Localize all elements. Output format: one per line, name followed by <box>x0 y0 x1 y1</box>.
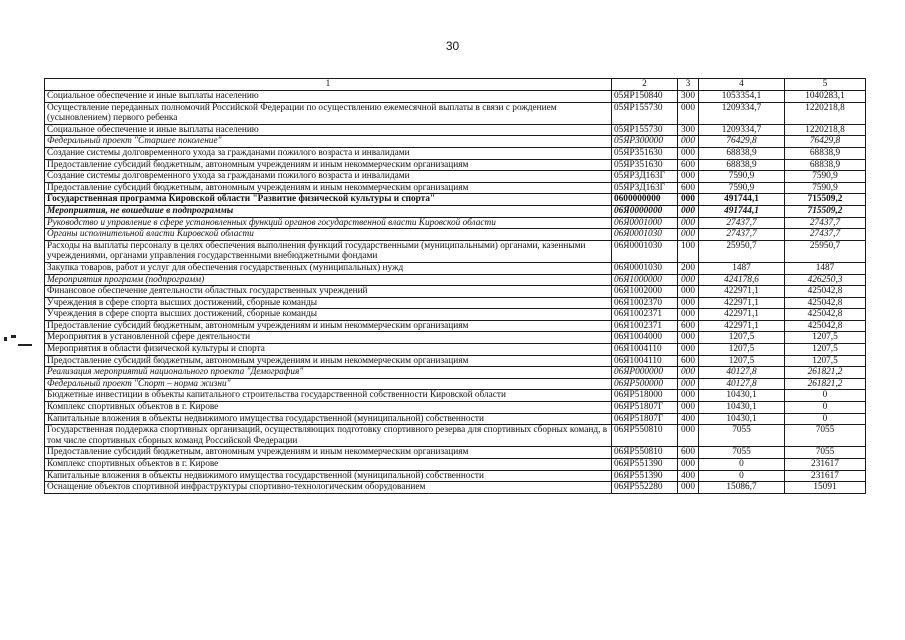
row-amount-1-cell: 422971,1 <box>699 320 785 332</box>
row-name-cell: Создание системы долговременного ухода за гражданами пожилого возраста и инвалидами <box>45 171 612 183</box>
row-amount-1-cell: 424178,6 <box>699 274 785 286</box>
row-amount-2-cell: 1220218,8 <box>785 102 866 124</box>
row-code-cell: 06Я1000000 <box>612 274 678 286</box>
row-name-cell: Предоставление субсидий бюджетным, автономным учреждениям и иным некоммерческим организациям <box>45 355 612 367</box>
row-name-cell: Мероприятия программ (подпрограмм) <box>45 274 612 286</box>
header-row <box>45 79 866 91</box>
row-amount-1-cell: 1207,5 <box>699 332 785 344</box>
row-amount-2-cell: 715509,2 <box>785 205 866 217</box>
row-code-cell: 06Я0001030 <box>612 262 678 274</box>
row-name-cell: Реализация мероприятий национального проекта "Демография" <box>45 367 612 379</box>
row-amount-2-cell: 0 <box>785 402 866 414</box>
table-row <box>45 309 866 321</box>
row-amount-1-cell: 1207,5 <box>699 355 785 367</box>
row-amount-2-cell: 425042,8 <box>785 297 866 309</box>
row-name-cell: Учреждения в сфере спорта высших достижений, сборные команды <box>45 309 612 321</box>
row-name-cell: Учреждения в сфере спорта высших достижений, сборные команды <box>45 297 612 309</box>
row-amount-1-cell: 40127,8 <box>699 367 785 379</box>
table-row <box>45 297 866 309</box>
table-row <box>45 217 866 229</box>
table-row <box>45 240 866 262</box>
table-row <box>45 91 866 103</box>
row-kvr-cell: 000 <box>678 217 699 229</box>
row-amount-2-cell: 15091 <box>785 482 866 494</box>
row-kvr-cell: 000 <box>678 229 699 241</box>
row-code-cell: 06Я0001000 <box>612 217 678 229</box>
row-amount-1-cell: 7055 <box>699 447 785 459</box>
table-row <box>45 286 866 298</box>
row-code-cell: 06ЯР551390 <box>612 459 678 471</box>
scan-speck <box>4 337 7 341</box>
row-name-cell: Государственная программа Кировской области "Развитие физической культуры и спорта" <box>45 194 612 206</box>
budget-table <box>44 78 866 494</box>
row-code-cell: 06ЯР500000 <box>612 378 678 390</box>
table-row <box>45 413 866 425</box>
row-amount-1-cell: 1487 <box>699 262 785 274</box>
row-amount-1-cell: 1053354,1 <box>699 91 785 103</box>
row-amount-1-cell: 27437,7 <box>699 229 785 241</box>
row-code-cell: 06ЯР518000 <box>612 390 678 402</box>
row-kvr-cell: 100 <box>678 240 699 262</box>
row-amount-1-cell: 0 <box>699 459 785 471</box>
column-header-kvr: 3 <box>678 79 699 91</box>
table-row <box>45 182 866 194</box>
table-body <box>45 91 866 494</box>
row-kvr-cell: 000 <box>678 147 699 159</box>
row-kvr-cell: 000 <box>678 402 699 414</box>
row-name-cell: Оснащение объектов спортивной инфраструктуры спортивно-технологическим оборудованием <box>45 482 612 494</box>
row-amount-1-cell: 10430,1 <box>699 413 785 425</box>
row-amount-1-cell: 422971,1 <box>699 309 785 321</box>
row-amount-2-cell: 1040283,1 <box>785 91 866 103</box>
row-code-cell: 05ЯР351630 <box>612 159 678 171</box>
row-name-cell: Федеральный проект "Старшее поколение" <box>45 136 612 148</box>
row-amount-1-cell: 15086,7 <box>699 482 785 494</box>
row-amount-2-cell: 1207,5 <box>785 332 866 344</box>
column-header-name: 1 <box>45 79 612 91</box>
row-code-cell: 05ЯР150840 <box>612 91 678 103</box>
row-name-cell: Предоставление субсидий бюджетным, автономным учреждениям и иным некоммерческим организациям <box>45 159 612 171</box>
row-name-cell: Государственная поддержка спортивных организаций, осуществляющих подготовку спортивного резерва для спортивных сборных команд, в том числе спортивных сборных команд Российской Федерации <box>45 425 612 447</box>
row-kvr-cell: 000 <box>678 367 699 379</box>
row-kvr-cell: 300 <box>678 124 699 136</box>
row-amount-2-cell: 7590,9 <box>785 171 866 183</box>
row-name-cell: Руководство и управление в сфере установленных функций органов государственной власти Кировской области <box>45 217 612 229</box>
row-code-cell: 06Я0001030 <box>612 240 678 262</box>
row-amount-2-cell: 231617 <box>785 470 866 482</box>
row-amount-2-cell: 425042,8 <box>785 320 866 332</box>
table-row <box>45 425 866 447</box>
row-code-cell: 06ЯР000000 <box>612 367 678 379</box>
scan-speck <box>18 344 32 346</box>
row-name-cell: Социальное обеспечение и иные выплаты населению <box>45 124 612 136</box>
row-amount-1-cell: 491744,1 <box>699 194 785 206</box>
row-amount-2-cell: 426250,3 <box>785 274 866 286</box>
row-amount-1-cell: 422971,1 <box>699 297 785 309</box>
table-row <box>45 378 866 390</box>
row-code-cell: 05ЯР351630 <box>612 147 678 159</box>
row-code-cell: 05ЯР3Д163Г <box>612 182 678 194</box>
row-name-cell: Мероприятия, не вошедшие в подпрограммы <box>45 205 612 217</box>
row-kvr-cell: 000 <box>678 482 699 494</box>
row-amount-1-cell: 7590,9 <box>699 171 785 183</box>
row-kvr-cell: 000 <box>678 286 699 298</box>
row-amount-1-cell: 10430,1 <box>699 390 785 402</box>
row-amount-2-cell: 27437,7 <box>785 217 866 229</box>
row-amount-2-cell: 425042,8 <box>785 286 866 298</box>
row-amount-1-cell: 1209334,7 <box>699 124 785 136</box>
row-amount-1-cell: 1207,5 <box>699 344 785 356</box>
row-amount-1-cell: 1209334,7 <box>699 102 785 124</box>
row-code-cell: 05ЯР300000 <box>612 136 678 148</box>
row-name-cell: Осуществление переданных полномочий Российской Федерации по осуществлению ежемесячной выплаты в связи с рождением (усыновлением) первого ребенка <box>45 102 612 124</box>
row-code-cell: 06Я1002371 <box>612 320 678 332</box>
row-kvr-cell: 000 <box>678 297 699 309</box>
row-kvr-cell: 000 <box>678 194 699 206</box>
row-name-cell: Органы исполнительной власти Кировской области <box>45 229 612 241</box>
row-code-cell: 06Я1004110 <box>612 355 678 367</box>
row-kvr-cell: 000 <box>678 344 699 356</box>
row-name-cell: Создание системы долговременного ухода за гражданами пожилого возраста и инвалидами <box>45 147 612 159</box>
row-code-cell: 06ЯР552280 <box>612 482 678 494</box>
row-amount-2-cell: 261821,2 <box>785 378 866 390</box>
row-amount-2-cell: 1220218,8 <box>785 124 866 136</box>
table-row <box>45 159 866 171</box>
table-row <box>45 124 866 136</box>
row-kvr-cell: 400 <box>678 413 699 425</box>
row-amount-2-cell: 25950,7 <box>785 240 866 262</box>
table-row <box>45 367 866 379</box>
row-code-cell: 06ЯР551390 <box>612 470 678 482</box>
row-amount-1-cell: 68838,9 <box>699 147 785 159</box>
table-row <box>45 344 866 356</box>
row-code-cell: 06ЯР550810 <box>612 447 678 459</box>
row-amount-2-cell: 425042,8 <box>785 309 866 321</box>
row-code-cell: 06ЯР550810 <box>612 425 678 447</box>
row-kvr-cell: 600 <box>678 355 699 367</box>
row-amount-2-cell: 0 <box>785 390 866 402</box>
row-amount-1-cell: 0 <box>699 470 785 482</box>
row-kvr-cell: 000 <box>678 425 699 447</box>
row-name-cell: Предоставление субсидий бюджетным, автономным учреждениям и иным некоммерческим организациям <box>45 320 612 332</box>
row-code-cell: 06Я0000000 <box>612 205 678 217</box>
row-name-cell: Мероприятия в установленной сфере деятельности <box>45 332 612 344</box>
row-name-cell: Капитальные вложения в объекты недвижимого имущества государственной (муниципальной) собственности <box>45 413 612 425</box>
row-kvr-cell: 000 <box>678 274 699 286</box>
table-row <box>45 194 866 206</box>
row-kvr-cell: 600 <box>678 159 699 171</box>
row-name-cell: Предоставление субсидий бюджетным, автономным учреждениям и иным некоммерческим организациям <box>45 447 612 459</box>
table-row <box>45 482 866 494</box>
table-row <box>45 229 866 241</box>
row-kvr-cell: 600 <box>678 320 699 332</box>
page-number: 30 <box>445 39 460 53</box>
row-amount-1-cell: 25950,7 <box>699 240 785 262</box>
table-row <box>45 355 866 367</box>
row-kvr-cell: 600 <box>678 447 699 459</box>
table-row <box>45 390 866 402</box>
row-code-cell: 06Я1004110 <box>612 344 678 356</box>
row-amount-2-cell: 1207,5 <box>785 355 866 367</box>
row-name-cell: Социальное обеспечение и иные выплаты населению <box>45 91 612 103</box>
row-kvr-cell: 000 <box>678 309 699 321</box>
row-amount-2-cell: 1207,5 <box>785 344 866 356</box>
table-row <box>45 147 866 159</box>
row-code-cell: 05ЯР155730 <box>612 102 678 124</box>
row-kvr-cell: 000 <box>678 459 699 471</box>
table-row <box>45 470 866 482</box>
table-row <box>45 274 866 286</box>
table-row <box>45 171 866 183</box>
row-amount-1-cell: 7590,9 <box>699 182 785 194</box>
table-row <box>45 447 866 459</box>
row-amount-2-cell: 7055 <box>785 447 866 459</box>
row-code-cell: 06Я1002370 <box>612 297 678 309</box>
row-amount-2-cell: 68838,9 <box>785 159 866 171</box>
column-header-amount-1: 4 <box>699 79 785 91</box>
row-amount-2-cell: 68838,9 <box>785 147 866 159</box>
row-amount-2-cell: 261821,2 <box>785 367 866 379</box>
row-kvr-cell: 000 <box>678 205 699 217</box>
row-amount-2-cell: 27437,7 <box>785 229 866 241</box>
row-amount-2-cell: 0 <box>785 413 866 425</box>
row-amount-1-cell: 40127,8 <box>699 378 785 390</box>
row-amount-1-cell: 76429,8 <box>699 136 785 148</box>
row-amount-1-cell: 491744,1 <box>699 205 785 217</box>
row-name-cell: Расходы на выплаты персоналу в целях обеспечения выполнения функций государственными (муниципальными) органами, казенными учреждениями, органами управления государственными внебюджетными фондами <box>45 240 612 262</box>
row-name-cell: Капитальные вложения в объекты недвижимого имущества государственной (муниципальной) собственности <box>45 470 612 482</box>
row-name-cell: Федеральный проект "Спорт – норма жизни" <box>45 378 612 390</box>
row-code-cell: 06ЯР51807Г <box>612 402 678 414</box>
column-header-code: 2 <box>612 79 678 91</box>
row-amount-1-cell: 27437,7 <box>699 217 785 229</box>
row-code-cell: 05ЯР3Д163Г <box>612 171 678 183</box>
row-code-cell: 05ЯР155730 <box>612 124 678 136</box>
row-kvr-cell: 000 <box>678 332 699 344</box>
row-code-cell: 06Я1004000 <box>612 332 678 344</box>
row-code-cell: 06Я1002371 <box>612 309 678 321</box>
table-row <box>45 402 866 414</box>
row-kvr-cell: 600 <box>678 182 699 194</box>
row-kvr-cell: 000 <box>678 171 699 183</box>
row-amount-2-cell: 7590,9 <box>785 182 866 194</box>
row-amount-1-cell: 422971,1 <box>699 286 785 298</box>
table-row <box>45 262 866 274</box>
table-row <box>45 320 866 332</box>
row-name-cell: Финансовое обеспечение деятельности областных государственных учреждений <box>45 286 612 298</box>
row-name-cell: Бюджетные инвестиции в объекты капитального строительства государственной собственности Кировской области <box>45 390 612 402</box>
table-row <box>45 459 866 471</box>
row-kvr-cell: 400 <box>678 470 699 482</box>
row-kvr-cell: 200 <box>678 262 699 274</box>
row-name-cell: Закупка товаров, работ и услуг для обеспечения государственных (муниципальных) нужд <box>45 262 612 274</box>
row-kvr-cell: 000 <box>678 378 699 390</box>
row-name-cell: Мероприятия в области физической культуры и спорта <box>45 344 612 356</box>
row-amount-1-cell: 68838,9 <box>699 159 785 171</box>
column-header-amount-2: 5 <box>785 79 866 91</box>
table-row <box>45 205 866 217</box>
table-row <box>45 332 866 344</box>
row-amount-2-cell: 231617 <box>785 459 866 471</box>
row-kvr-cell: 000 <box>678 136 699 148</box>
row-name-cell: Комплекс спортивных объектов в г. Кирове <box>45 402 612 414</box>
row-kvr-cell: 300 <box>678 91 699 103</box>
row-amount-2-cell: 76429,8 <box>785 136 866 148</box>
scan-speck <box>11 335 16 338</box>
row-name-cell: Комплекс спортивных объектов в г. Кирове <box>45 459 612 471</box>
row-amount-2-cell: 1487 <box>785 262 866 274</box>
row-code-cell: 06ЯР51807Г <box>612 413 678 425</box>
row-code-cell: 0600000000 <box>612 194 678 206</box>
row-amount-1-cell: 10430,1 <box>699 402 785 414</box>
row-kvr-cell: 000 <box>678 102 699 124</box>
row-kvr-cell: 000 <box>678 390 699 402</box>
row-code-cell: 06Я0001030 <box>612 229 678 241</box>
row-name-cell: Предоставление субсидий бюджетным, автономным учреждениям и иным некоммерческим организациям <box>45 182 612 194</box>
row-code-cell: 06Я1002000 <box>612 286 678 298</box>
row-amount-2-cell: 715509,2 <box>785 194 866 206</box>
table-row <box>45 102 866 124</box>
row-amount-2-cell: 7055 <box>785 425 866 447</box>
table-row <box>45 136 866 148</box>
row-amount-1-cell: 7055 <box>699 425 785 447</box>
